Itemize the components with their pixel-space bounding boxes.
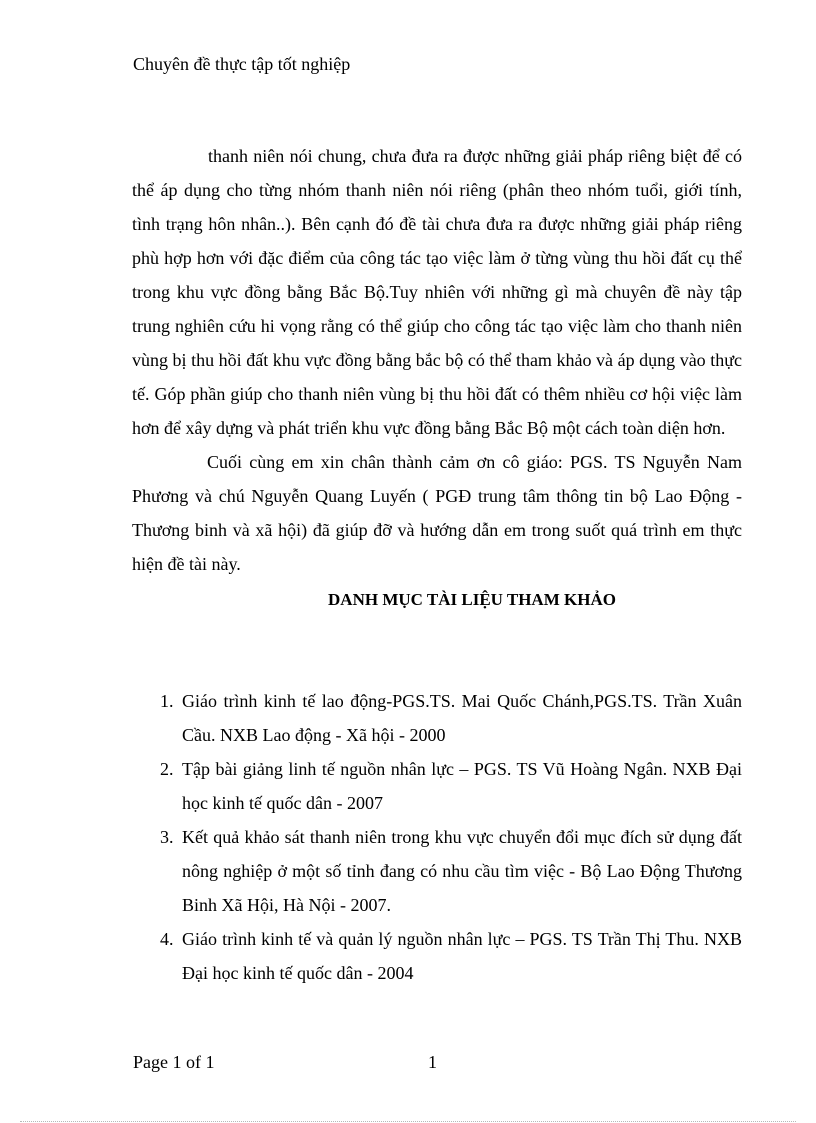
- references-heading: DANH MỤC TÀI LIỆU THAM KHẢO: [328, 590, 616, 609]
- paragraph-conclusion: thanh niên nói chung, chưa đưa ra được những giải pháp riêng biệt để có thể áp dụng cho từng nhóm thanh niên nói riêng (phân theo nhóm tuổi, giới tính, tình trạng hôn nhân..). Bên cạnh đó đề tài chưa đưa ra được những giải pháp riêng phù hợp hơn với đặc điểm của công tác tạo việc làm ở từng vùng thu hồi đất cụ thể trong khu vực đồng bằng Bắc Bộ.Tuy nhiên với những gì mà chuyên đề này tập trung nghiên cứu hi vọng rằng có thể giúp cho công tác tạo việc làm cho thanh niên vùng bị thu hồi đất khu vực đồng bằng bắc bộ có thể tham khảo và áp dụng vào thực tế. Góp phần giúp cho thanh niên vùng bị thu hồi đất có thêm nhiều cơ hội việc làm hơn để xây dựng và phát triển khu vực đồng bằng Bắc Bộ một cách toàn diện hơn.: [132, 146, 742, 438]
- page-number: 1: [428, 1052, 437, 1072]
- references-list: [132, 684, 742, 990]
- reference-text: Tập bài giảng linh tế nguồn nhân lực – PGS. TS Vũ Hoàng Ngân. NXB Đại học kinh tế quốc dân - 2007: [182, 759, 742, 813]
- reference-number: 4.: [160, 929, 174, 949]
- body-text: [132, 139, 742, 617]
- reference-item: [132, 922, 742, 990]
- reference-number: 3.: [160, 827, 174, 847]
- reference-item: [132, 820, 742, 922]
- running-header: Chuyên đề thực tập tốt nghiệp: [133, 54, 351, 74]
- reference-item: [132, 684, 742, 752]
- reference-number: 2.: [160, 759, 174, 779]
- reference-text: Kết quả khảo sát thanh niên trong khu vực chuyển đổi mục đích sử dụng đất nông nghiệp ở một số tỉnh đang có nhu cầu tìm việc - Bộ Lao Động Thương Binh Xã Hội, Hà Nội - 2007.: [182, 827, 742, 915]
- reference-text: Giáo trình kinh tế và quản lý nguồn nhân lực – PGS. TS Trần Thị Thu. NXB Đại học kinh tế quốc dân - 2004: [182, 929, 742, 983]
- reference-item: [132, 752, 742, 820]
- reference-number: 1.: [160, 691, 174, 711]
- page-count-label: Page 1 of 1: [133, 1052, 215, 1072]
- reference-text: Giáo trình kinh tế lao động-PGS.TS. Mai Quốc Chánh,PGS.TS. Trần Xuân Cầu. NXB Lao động - Xã hội - 2000: [182, 691, 742, 745]
- paragraph-acknowledgement: Cuối cùng em xin chân thành cảm ơn cô giáo: PGS. TS Nguyễn Nam Phương và chú Nguyễn Quang Luyến ( PGĐ trung tâm thông tin bộ Lao Động - Thương binh và xã hội) đã giúp đỡ và hướng dẫn em trong suốt quá trình em thực hiện đề tài này.: [132, 452, 742, 574]
- page-break-divider: [20, 1121, 796, 1122]
